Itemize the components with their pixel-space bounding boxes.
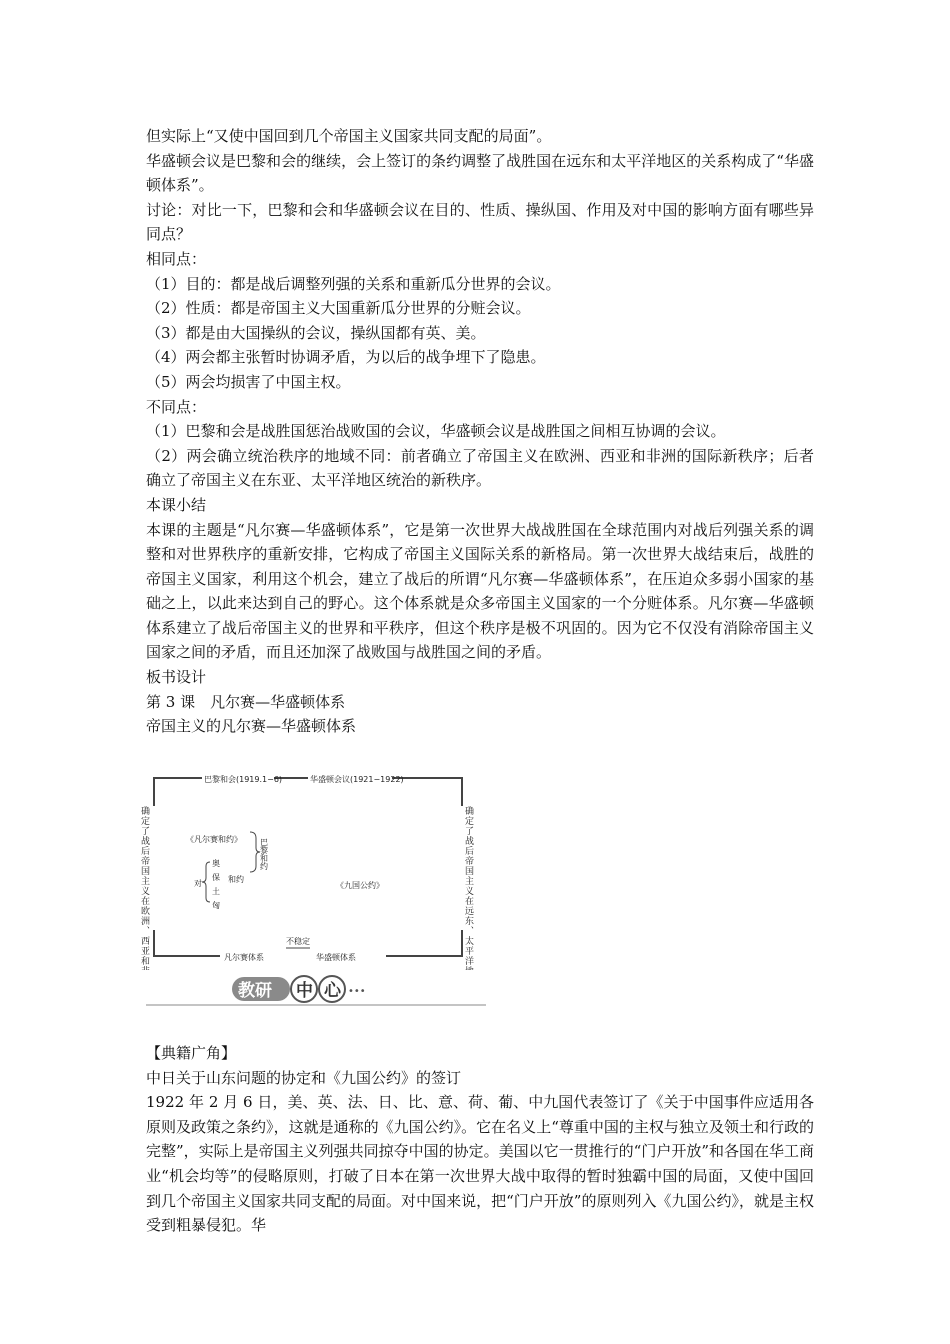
- diagram-frame: [154, 778, 462, 956]
- top-text: [146, 124, 814, 739]
- banner-svg: [146, 975, 486, 1009]
- diagram-country: 匈: [212, 901, 220, 910]
- diagram-versailles: 《凡尔赛和约》: [186, 835, 242, 844]
- list-item: （2）性质：都是帝国主义大国重新瓜分世界的分赃会议。: [146, 299, 531, 318]
- paragraph: 讨论：对比一下，巴黎和会和华盛顿会议在目的、性质、操纵国、作用及对中国的影响方面有哪些异同点？: [146, 200, 814, 244]
- board-diagram: [140, 770, 480, 970]
- diagram-bottom-right: 华盛顿体系: [316, 953, 356, 962]
- banner-dots: •••: [348, 986, 366, 997]
- heading-similarities: 相同点：: [146, 249, 207, 268]
- diagram-nine-power: 《九国公约》: [336, 881, 384, 890]
- list-item: （5）两会均损害了中国主权。: [146, 372, 351, 391]
- list-item: （2）两会确立统治秩序的地域不同：前者确立了帝国主义在欧洲、西亚和非洲的国际新秩序；后者确立了帝国主义在东亚、太平洋地区统治的新秩序。: [146, 446, 814, 490]
- bottom-text: [146, 1041, 814, 1238]
- research-center-banner: [146, 975, 486, 1009]
- banner-part1: 教研: [238, 981, 272, 1001]
- body-paragraph: 1922 年 2 月 6 日，美、英、法、日、比、意、荷、葡、中九国代表签订了《关于中国事件应适用各原则及政策之条约》，这就是通称的《九国公约》。它在名义上“尊重中国的主权与独立及领土和行政的完整”，实际上是帝国主义列强共同掠夺中国的协定。美国以它一贯推行的“门户开放”和各国在华工商业“机会均等”的侵略原则，打破了日本在第一次世界大战中取得的暂时独霸中国的局面，又使中国回到几个帝国主义国家共同支配的局面。对中国来说，把“门户开放”的原则列入《九国公约》，就是主权受到粗暴侵犯。华: [146, 1093, 815, 1235]
- heading-summary: 本课小结: [146, 495, 207, 514]
- diagram-country: 保: [212, 873, 220, 882]
- diagram-title: 帝国主义的凡尔赛—华盛顿体系: [146, 717, 357, 736]
- diagram-country: 土: [212, 887, 220, 896]
- section-heading: 【典籍广角】: [146, 1044, 237, 1062]
- diagram-svg: [140, 770, 480, 970]
- paragraph: 华盛顿会议是巴黎和会的继续，会上签订的条约调整了战胜国在远东和太平洋地区的关系构成了“华盛顿体系”。: [146, 151, 814, 195]
- paragraph: 但实际上“又使中国回到几个帝国主义国家共同支配的局面”。: [146, 127, 552, 145]
- banner-part3: 心: [324, 981, 341, 1001]
- diagram-country: 奥: [212, 859, 220, 868]
- diagram-bottom-left: 凡尔赛体系: [224, 953, 264, 962]
- lesson-title: 第 3 课 凡尔赛—华盛顿体系: [146, 692, 346, 711]
- diagram-right-vertical: 确定了战后帝国主义在远东、太平洋地区的统治秩序: [463, 806, 473, 970]
- section-subtitle: 中日关于山东问题的协定和《九国公约》的签订: [146, 1068, 462, 1087]
- heading-differences: 不同点：: [146, 397, 207, 416]
- diagram-bottom-mid: 不稳定: [286, 937, 310, 946]
- list-item: （4）两会都主张暂时协调矛盾，为以后的战争埋下了隐患。: [146, 348, 546, 367]
- summary-paragraph: 本课的主题是“凡尔赛—华盛顿体系”，它是第一次世界大战战胜国在全球范围内对战后列强关系的调整和对世界秩序的重新安排，它构成了帝国主义国际关系的新格局。第一次世界大战结束后，战胜的帝国主义国家，利用这个机会，建立了战后的所谓“凡尔赛—华盛顿体系”，在压迫众多弱小国家的基础之上，以此来达到自己的野心。这个体系就是众多帝国主义国家的一个分赃体系。凡尔赛—华盛顿体系建立了战后帝国主义的世界和平秩序，但这个秩序是极不巩固的。因为它不仅没有消除帝国主义国家之间的矛盾，而且还加深了战败国与战胜国之间的矛盾。: [146, 520, 814, 662]
- banner-part2: 中: [296, 981, 313, 1001]
- diagram-left-vertical: 确定了战后帝国主义在欧洲、西亚和非洲的统治秩序: [140, 806, 149, 970]
- list-item: （3）都是由大国操纵的会议，操纵国都有英、美。: [146, 323, 486, 342]
- diagram-top-left: 巴黎和会(1919.1−6): [204, 775, 283, 784]
- diagram-top-right: 华盛顿会议(1921−1922): [310, 775, 404, 784]
- diagram-pair: 对: [194, 879, 202, 888]
- heading-board-design: 板书设计: [146, 668, 207, 687]
- list-item: （1）巴黎和会是战胜国惩治战败国的会议，华盛顿会议是战胜国之间相互协调的会议。: [146, 422, 726, 441]
- diagram-paris-treaties: 巴黎和约: [259, 838, 269, 870]
- list-item: （1）目的：都是战后调整列强的关系和重新瓜分世界的会议。: [146, 274, 561, 293]
- diagram-and-treaties: 和约: [228, 875, 244, 884]
